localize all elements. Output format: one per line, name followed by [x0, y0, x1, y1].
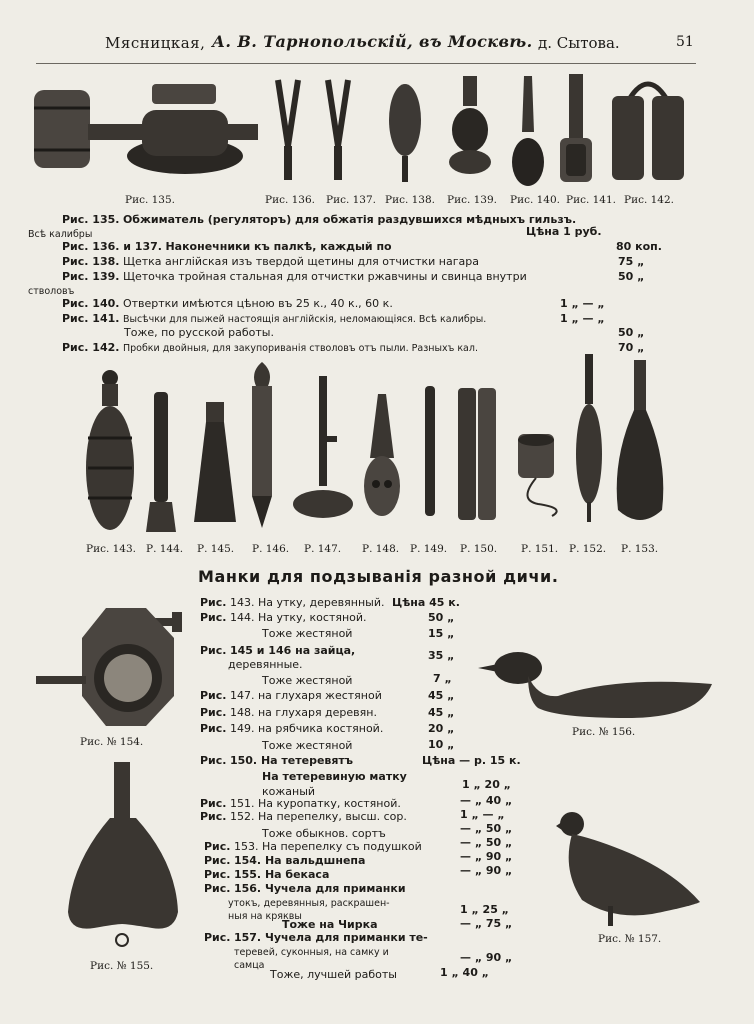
call-price: — „ 75 „ — [460, 917, 513, 930]
call-item: ныя на кряквы — [228, 911, 302, 922]
header-rule — [36, 63, 696, 64]
duck-call-wooden-illustration — [82, 368, 138, 538]
caption-156: Рис. № 156. — [572, 726, 636, 738]
call-item: Тоже, лучшей работы — [270, 968, 397, 981]
call-item: утокъ, деревянныя, раскрашен- — [228, 898, 390, 909]
list-item: Рис. 141. Высѣчки для пыжей настоящія англійскія, неломающіяся. Всѣ калибры. — [62, 312, 487, 325]
list-price: 70 „ — [618, 341, 645, 354]
barrel-plugs-illustration — [608, 76, 688, 186]
call-price: 20 „ — [428, 722, 455, 735]
call-item: Рис. 152. На перепелку, высш. сор. — [200, 810, 407, 823]
call-price: 45 „ — [428, 689, 455, 702]
call-item: Тоже обыкнов. сортъ — [262, 827, 386, 840]
hare-call-tin-illustration — [246, 362, 278, 530]
call-item: Рис. 149. на рябчика костяной. — [200, 722, 384, 735]
section-title: Манки для подзыванія разной дичи. — [198, 567, 559, 586]
call-item: Рис. 144. На утку, костяной. — [200, 611, 367, 624]
call-price: Цѣна 45 к. — [392, 596, 460, 609]
caption-135: Рис. 135. — [125, 194, 175, 206]
caption-138: Рис. 138. — [385, 194, 435, 206]
call-price: 7 „ — [433, 672, 452, 685]
crimper-illustration — [30, 80, 260, 180]
call-price: 1 „ — „ — [460, 808, 505, 821]
list-item: Рис. 136. и 137. Наконечники къ палкѣ, каждый по — [62, 240, 392, 253]
page-number: 51 — [676, 34, 694, 50]
black-grouse-call-illustration — [456, 388, 498, 522]
brush-illustration — [385, 80, 425, 184]
capercaillie-call-tin-illustration — [290, 376, 356, 526]
call-price: — „ 90 „ — [460, 864, 513, 877]
woodcock-call-illustration — [36, 604, 186, 728]
call-item: Рис. 154. На вальдшнепа — [204, 854, 366, 867]
caption-153: Р. 153. — [621, 543, 659, 555]
call-price: — „ 50 „ — [460, 822, 513, 835]
caption-150: Р. 150. — [460, 543, 498, 555]
caption-157: Рис. № 157. — [598, 933, 662, 945]
call-price: — „ 90 „ — [460, 850, 513, 863]
call-item: теревей, суконныя, на самку и — [234, 947, 389, 958]
call-item: кожаный — [262, 785, 316, 798]
caption-152: Р. 152. — [569, 543, 607, 555]
caption-145: Р. 145. — [197, 543, 235, 555]
call-price: 15 „ — [428, 627, 455, 640]
list-item: Тоже, по русской работы. — [124, 326, 274, 339]
page-header — [0, 30, 754, 56]
triple-brush-illustration — [447, 74, 493, 182]
call-price: — „ 40 „ — [460, 794, 513, 807]
call-item: Рис. 150. На тетеревятъ — [200, 754, 354, 767]
caption-154: Рис. № 154. — [80, 736, 144, 748]
call-price: 35 „ — [428, 649, 455, 662]
wad-cutter-illustration — [558, 74, 594, 186]
quail-cushion-call-illustration — [612, 360, 668, 526]
caption-148: Р. 148. — [362, 543, 400, 555]
list-price: Цѣна 1 руб. — [526, 225, 602, 238]
list-price: 75 „ — [618, 255, 645, 268]
list-item: Рис. 139. Щеточка тройная стальная для отчистки ржавчины и свинца внутри — [62, 270, 527, 283]
duck-call-bone-illustration — [146, 392, 176, 534]
call-item: Тоже жестяной — [262, 739, 353, 752]
caption-136: Рис. 136. — [265, 194, 315, 206]
call-item: Тоже жестяной — [262, 674, 353, 687]
caption-143: Рис. 143. — [86, 543, 136, 555]
call-item: Рис. 147. на глухаря жестяной — [200, 689, 382, 702]
hazel-grouse-call-illustration — [420, 386, 440, 518]
call-item: Рис. 157. Чучела для приманки те- — [204, 931, 428, 944]
list-price: 50 „ — [618, 270, 645, 283]
snipe-call-illustration — [66, 762, 180, 954]
call-price: 1 „ 20 „ — [462, 778, 511, 791]
header-firm: А. В. Тарнопольскiй, въ Москвѣ. — [212, 32, 533, 51]
header-street: Мясницкая, — [105, 34, 206, 52]
list-item: Рис. 135. Обжиматель (регуляторъ) для обжатія раздувшихся мѣдныхъ гильзъ. — [62, 213, 577, 226]
call-item: Рис. 156. Чучела для приманки — [204, 882, 406, 895]
caption-147: Р. 147. — [304, 543, 342, 555]
call-price: 1 „ 40 „ — [440, 966, 489, 979]
list-item: стволовъ — [28, 286, 75, 297]
partridge-call-illustration — [508, 430, 568, 520]
header-building: д. Сытова. — [538, 34, 620, 52]
call-price: Цѣна — р. 15 к. — [422, 754, 521, 767]
call-item: деревянные. — [228, 658, 303, 671]
call-item: Рис. 148. на глухаря деревян. — [200, 706, 377, 719]
capercaillie-call-wooden-illustration — [362, 394, 402, 518]
list-price: 1 „ — „ — [560, 297, 605, 310]
screwdriver-illustration — [510, 76, 546, 188]
black-grouse-decoy-illustration — [552, 810, 702, 926]
caption-149: Р. 149. — [410, 543, 448, 555]
duck-decoy-illustration — [478, 646, 714, 722]
caption-146: Р. 146. — [252, 543, 290, 555]
call-item: Рис. 145 и 146 на зайца, — [200, 644, 356, 657]
caption-155: Рис. № 155. — [90, 960, 154, 972]
call-item: самца — [234, 960, 265, 971]
list-price: 1 „ — „ — [560, 312, 605, 325]
caption-139: Рис. 139. — [447, 194, 497, 206]
call-price: — „ 90 „ — [460, 951, 513, 964]
list-item: Всѣ калибры — [28, 229, 93, 240]
list-item: Рис. 142. Пробки двойныя, для закупориванія стволовъ отъ пыли. Разныхъ кал. — [62, 341, 478, 354]
call-item: Рис. 153. На перепелку съ подушкой — [204, 840, 422, 853]
call-price: — „ 50 „ — [460, 836, 513, 849]
call-item: Тоже жестяной — [262, 627, 353, 640]
list-item: Рис. 140. Отвертки имѣются цѣною въ 25 к., 40 к., 60 к. — [62, 297, 393, 310]
caption-137: Рис. 137. — [326, 194, 376, 206]
caption-151: Р. 151. — [521, 543, 559, 555]
call-item: Рис. 151. На куропатку, костяной. — [200, 797, 401, 810]
call-item: Рис. 155. На бекаса — [204, 868, 330, 881]
call-price: 45 „ — [428, 706, 455, 719]
call-price: 50 „ — [428, 611, 455, 624]
caption-140: Рис. 140. — [510, 194, 560, 206]
caption-142: Рис. 142. — [624, 194, 674, 206]
call-item: Рис. 143. На утку, деревянный. — [200, 596, 385, 609]
call-price: 10 „ — [428, 738, 455, 751]
list-price: 80 коп. — [616, 240, 662, 253]
call-item: На тетеревиную матку — [262, 770, 407, 783]
rod-tips-illustration — [268, 76, 364, 186]
caption-144: Р. 144. — [146, 543, 184, 555]
call-price: 1 „ 25 „ — [460, 903, 509, 916]
hare-call-illustration — [192, 402, 238, 528]
list-item: Рис. 138. Щетка англійская изъ твердой щетины для отчистки нагара — [62, 255, 479, 268]
call-item: Тоже на Чирка — [282, 918, 378, 931]
quail-call-illustration — [574, 354, 604, 524]
list-price: 50 „ — [618, 326, 645, 339]
caption-141: Рис. 141. — [566, 194, 616, 206]
